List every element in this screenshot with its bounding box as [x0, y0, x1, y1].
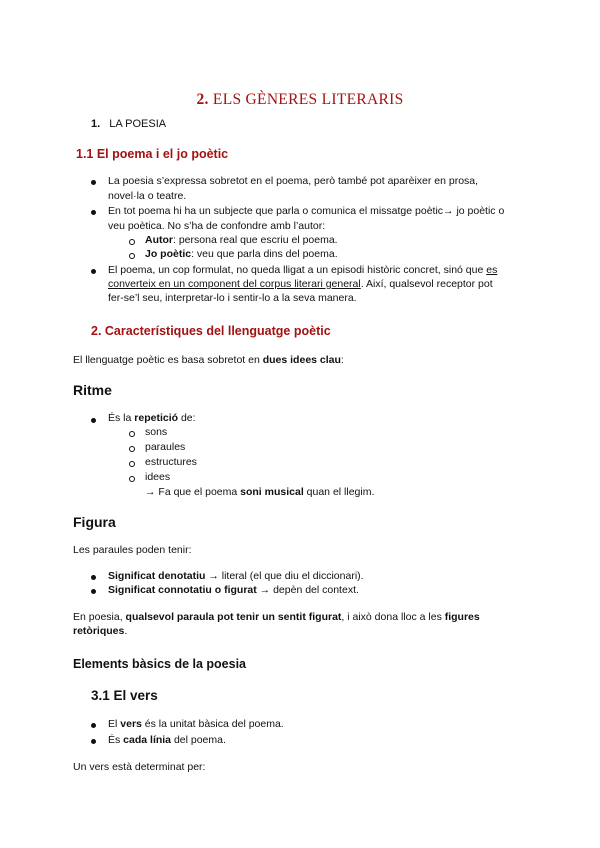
figura-heading: Figura: [73, 514, 116, 530]
vers-text: És: [108, 734, 124, 746]
denotatiu-term: Significat denotatiu: [108, 570, 206, 582]
figura-paragraph-line-2: [73, 625, 127, 637]
poem-bullet-3-line-3: fer-se’l seu, interpretar-lo i sentir-lo a la seva manera.: [108, 292, 357, 304]
ritme-lead: [108, 412, 196, 424]
ritme-lead-text: de:: [178, 412, 196, 424]
vers-text: del poema.: [171, 734, 226, 746]
vers-text: El: [108, 718, 121, 730]
sub-bullet-circle: [129, 476, 135, 482]
figura-paragraph-text: En poesia,: [73, 611, 126, 623]
title-number: 2.: [196, 91, 209, 108]
denotatiu-item: [108, 570, 364, 582]
bullet-dot: [91, 180, 96, 185]
bullet-dot: [91, 575, 96, 580]
ritme-item: paraules: [145, 441, 186, 453]
figura-paragraph-emphasis: qualsevol paraula pot tenir un sentit figurat: [125, 611, 342, 623]
elements-heading: Elements bàsics de la poesia: [73, 657, 246, 671]
subheading-caracteristiques: 2. Característiques del llenguatge poètic: [91, 324, 331, 338]
intro-text: El llenguatge poètic es basa sobretot en: [73, 354, 263, 366]
autor-text: : persona real que escriu el poema.: [173, 234, 338, 246]
section-number: 1.: [91, 118, 101, 130]
bullet-dot: [91, 269, 96, 274]
figura-paragraph-emphasis: figures: [444, 611, 480, 623]
sub-bullet-circle: [129, 446, 135, 452]
vers-bullet-2: [108, 734, 226, 746]
ritme-heading: Ritme: [73, 382, 112, 398]
jo-poetic-term: Jo poètic: [145, 248, 192, 260]
ritme-item: estructures: [145, 456, 197, 468]
bullet-dot: [91, 739, 96, 744]
vers-emphasis: cada línia: [123, 734, 172, 746]
ritme-lead-emphasis: repetició: [134, 412, 179, 424]
connotatiu-text: → depèn del context.: [256, 584, 359, 596]
poem-bullet-1-line-2: novel·la o teatre.: [108, 190, 187, 202]
autor-definition: [145, 234, 338, 246]
denotatiu-text: → literal (el que diu el diccionari).: [205, 570, 364, 582]
poem-bullet-2-line-2: veu poètica. No s’ha de confondre amb l’autor:: [108, 220, 326, 232]
ritme-lead-text: És la: [108, 412, 135, 424]
ritme-result-text: → Fa que el poema: [145, 486, 241, 498]
ritme-item: sons: [145, 426, 168, 438]
section-label: LA POESIA: [109, 118, 167, 130]
intro-colon: :: [340, 354, 344, 366]
autor-term: Autor: [145, 234, 173, 246]
figura-paragraph-text: , i això dona lloc a les: [341, 611, 445, 623]
poem-bullet-3-text: El poema, un cop formulat, no queda lligat a un episodi històric concret, sinó que: [108, 264, 487, 276]
poem-bullet-2-line-1: En tot poema hi ha un subjecte que parla o comunica el missatge poètic→ jo poètic o: [108, 205, 505, 217]
sub-bullet-circle: [129, 461, 135, 467]
intro-paragraph: [73, 354, 344, 366]
ritme-result-text: quan el llegim.: [303, 486, 375, 498]
sub-bullet-circle: [129, 431, 135, 437]
vers-emphasis: vers: [120, 718, 142, 730]
vers-closing: Un vers està determinat per:: [73, 761, 206, 773]
bullet-dot: [91, 589, 96, 594]
bullet-dot: [91, 210, 96, 215]
figura-lead: Les paraules poden tenir:: [73, 544, 192, 556]
figura-paragraph-text: .: [124, 625, 128, 637]
poem-bullet-1-line-1: La poesia s’expressa sobretot en el poema, però també pot aparèixer en prosa,: [108, 175, 479, 187]
underlined-text: converteix en un component del corpus literari general: [108, 278, 361, 290]
figura-paragraph-emphasis: retòriques: [73, 625, 125, 637]
connotatiu-item: [108, 584, 359, 596]
page-title: [0, 91, 600, 109]
poem-bullet-3-line-1: [108, 264, 497, 276]
bullet-dot: [91, 723, 96, 728]
vers-heading: 3.1 El vers: [91, 688, 158, 703]
underlined-text: es: [486, 264, 498, 276]
jo-poetic-definition: [145, 248, 338, 260]
bullet-dot: [91, 418, 96, 423]
figura-paragraph-line-1: [73, 611, 480, 623]
sub-bullet-circle: [129, 253, 135, 259]
vers-bullet-1: [108, 718, 284, 730]
ritme-result-emphasis: soni musical: [240, 486, 304, 498]
sub-bullet-circle: [129, 239, 135, 245]
ritme-item: idees: [145, 471, 171, 483]
poem-bullet-3-text: . Així, qualsevol receptor pot: [360, 278, 493, 290]
subheading-poema-jo: 1.1 El poema i el jo poètic: [76, 147, 229, 161]
vers-text: és la unitat bàsica del poema.: [141, 718, 284, 730]
jo-poetic-text: : veu que parla dins del poema.: [191, 248, 338, 260]
title-text: ELS GÈNERES LITERARIS: [212, 91, 404, 108]
connotatiu-term: Significat connotatiu o figurat: [108, 584, 257, 596]
section-heading-poesia: [91, 118, 166, 130]
intro-emphasis: dues idees clau: [262, 354, 341, 366]
poem-bullet-3-line-2: [108, 278, 493, 290]
ritme-result: [145, 486, 374, 498]
